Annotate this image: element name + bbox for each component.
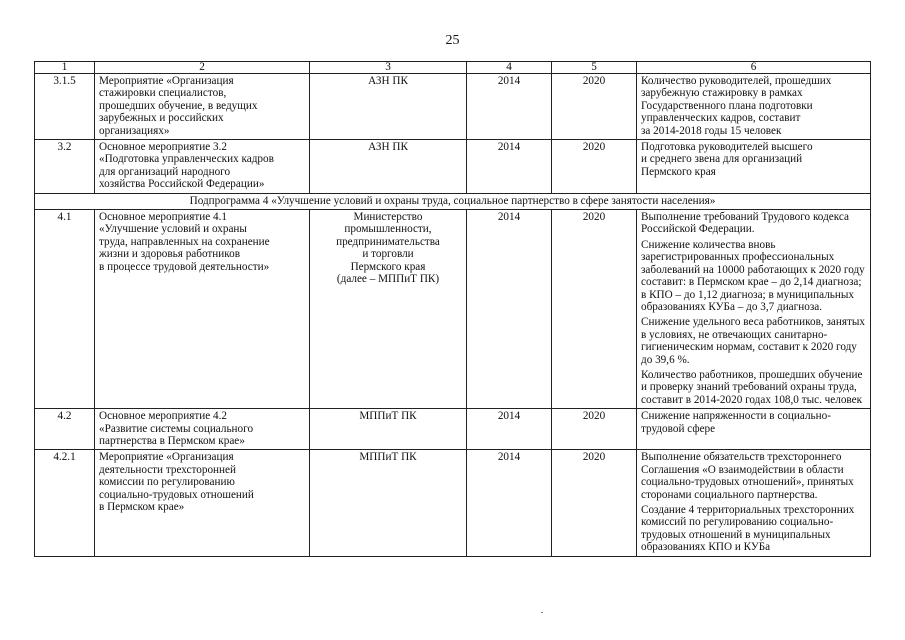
row-end-year: 2020 bbox=[552, 74, 637, 140]
row-executor: Министерство промышленности, предпринимательства и торговли Пермского края (далее – МППиТ ПК) bbox=[310, 210, 467, 409]
page-number: 25 bbox=[445, 33, 460, 48]
row-expected-result bbox=[637, 210, 871, 409]
scan-artifact bbox=[541, 612, 543, 613]
result-paragraph: Выполнение требований Трудового кодекса Российской Федерации. bbox=[641, 211, 849, 236]
column-header: 2 bbox=[95, 62, 310, 74]
table-row bbox=[35, 140, 871, 194]
row-end-year: 2020 bbox=[552, 409, 637, 450]
row-number: 4.2 bbox=[35, 409, 95, 450]
column-header: 4 bbox=[467, 62, 552, 74]
row-executor: МППиТ ПК bbox=[310, 409, 467, 450]
row-expected-result bbox=[637, 409, 871, 450]
column-header: 3 bbox=[310, 62, 467, 74]
subprogram-title: Подпрограмма 4 «Улучшение условий и охраны труда, социальное партнерство в сфере занятости населения» bbox=[35, 193, 871, 209]
table-row bbox=[35, 74, 871, 140]
result-paragraph: Выполнение обязательств трехстороннего Соглашения «О взаимодействии в области социально-трудовых отношений», принятых сторонами социального партнерства. bbox=[641, 451, 854, 501]
row-executor: МППиТ ПК bbox=[310, 450, 467, 556]
row-number: 3.2 bbox=[35, 140, 95, 194]
row-number: 4.1 bbox=[35, 210, 95, 409]
table-body-part2 bbox=[35, 210, 871, 557]
result-paragraph: Снижение количества вновь зарегистрированных профессиональных заболеваний на 10000 работающих к 2020 году составит: в Пермском крае – до 2,14 диагноза; в КПО – до 1,12 диагноза; в муниципальных образованиях КУБа – до 3,7 диагноза. bbox=[641, 238, 865, 313]
column-number-row bbox=[35, 62, 871, 74]
table-row bbox=[35, 210, 871, 409]
subprogram-section bbox=[35, 193, 871, 209]
row-executor: АЗН ПК bbox=[310, 74, 467, 140]
row-expected-result bbox=[637, 450, 871, 556]
row-start-year: 2014 bbox=[467, 409, 552, 450]
column-header: 5 bbox=[552, 62, 637, 74]
table-row bbox=[35, 450, 871, 556]
table-body-part1 bbox=[35, 74, 871, 194]
subprogram-row bbox=[35, 193, 871, 209]
row-expected-result bbox=[637, 74, 871, 140]
result-paragraph: Количество работников, прошедших обучение и проверку знаний требований охраны труда, составит в 2014-2020 годах 108,0 тыс. человек bbox=[641, 368, 863, 406]
row-activity-name: Основное мероприятие 4.1 «Улучшение условий и охраны труда, направленных на сохранение жизни и здоровья работников в процессе трудовой деятельности» bbox=[95, 210, 310, 409]
row-end-year: 2020 bbox=[552, 210, 637, 409]
result-paragraph: Подготовка руководителей высшего и среднего звена для организаций Пермского края bbox=[641, 141, 813, 178]
row-start-year: 2014 bbox=[467, 140, 552, 194]
program-table bbox=[34, 61, 871, 557]
row-start-year: 2014 bbox=[467, 450, 552, 556]
row-start-year: 2014 bbox=[467, 74, 552, 140]
row-start-year: 2014 bbox=[467, 210, 552, 409]
row-number: 4.2.1 bbox=[35, 450, 95, 556]
row-number: 3.1.5 bbox=[35, 74, 95, 140]
row-end-year: 2020 bbox=[552, 450, 637, 556]
result-paragraph: Снижение удельного веса работников, занятых в условиях, не отвечающих санитарно- гигиеническим нормам, составит к 2020 году до 39,6 %. bbox=[641, 316, 865, 366]
row-end-year: 2020 bbox=[552, 140, 637, 194]
column-header: 1 bbox=[35, 62, 95, 74]
row-activity-name: Основное мероприятие 3.2 «Подготовка управленческих кадров для организаций народного хозяйства Российской Федерации» bbox=[95, 140, 310, 194]
table-row bbox=[35, 409, 871, 450]
column-header: 6 bbox=[637, 62, 871, 74]
row-activity-name: Мероприятие «Организация стажировки специалистов, прошедших обучение, в ведущих зарубежных и российских организациях» bbox=[95, 74, 310, 140]
row-executor: АЗН ПК bbox=[310, 140, 467, 194]
row-expected-result bbox=[637, 140, 871, 194]
result-paragraph: Количество руководителей, прошедших зарубежную стажировку в рамках Государственного плана подготовки управленческих кадров, составит за 2014-2018 годы 15 человек bbox=[641, 75, 832, 137]
result-paragraph: Снижение напряженности в социально- трудовой сфере bbox=[641, 410, 831, 435]
row-activity-name: Мероприятие «Организация деятельности трехсторонней комиссии по регулированию социально-трудовых отношений в Пермском крае» bbox=[95, 450, 310, 556]
result-paragraph: Создание 4 территориальных трехсторонних комиссий по регулированию социально- трудовых отношений в муниципальных образованиях КПО и КУБа bbox=[641, 504, 855, 554]
row-activity-name: Основное мероприятие 4.2 «Развитие системы социального партнерства в Пермском крае» bbox=[95, 409, 310, 450]
